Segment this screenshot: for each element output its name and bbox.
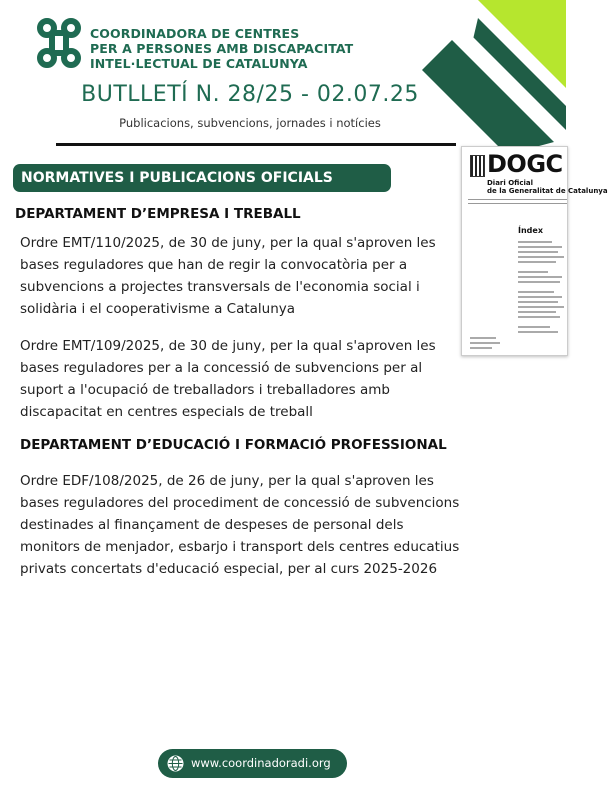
bulletin-tagline: Publicacions, subvencions, jornades i notícies: [119, 116, 381, 130]
dogc-subtitle-line-1: Diari Oficial: [487, 179, 534, 187]
dogc-rule: [468, 199, 567, 200]
publication-item: Ordre EMT/109/2025, de 30 de juny, per la qual s'aproven les bases reguladores per a la concessió de subvencions per al suport a l'ocupació de treballadors i treballadores amb discapacitat en centres especials de treball: [20, 338, 436, 420]
header-divider: [56, 143, 456, 146]
dogc-text-line: [518, 251, 558, 253]
dogc-thumbnail: [461, 146, 608, 356]
dogc-rule: [468, 203, 567, 204]
bulletin-title: BUTLLETÍ N. 28/25 - 02.07.25: [81, 82, 419, 107]
dogc-text-line: [470, 342, 500, 344]
generalitat-emblem-icon: [470, 155, 485, 177]
dogc-text-line: [518, 296, 562, 298]
section-heading: NORMATIVES I PUBLICACIONS OFICIALS: [13, 164, 391, 192]
dogc-text-line: [470, 347, 492, 349]
dogc-text-line: [518, 281, 560, 283]
dogc-subtitle: [487, 179, 608, 195]
dogc-text-line: [470, 337, 496, 339]
globe-icon: [167, 755, 184, 772]
dogc-text-line: [518, 256, 564, 258]
department-heading: DEPARTAMENT D’EMPRESA I TREBALL: [15, 206, 301, 222]
dogc-text-line: [518, 301, 558, 303]
organization-logo-icon: [36, 16, 82, 70]
publication-item: Ordre EDF/108/2025, de 26 de juny, per la qual s'aproven les bases reguladores del procediment de concessió de subvencions destinades al finançament de despeses de personal dels monitors de menjador, esbarjo i transport dels centres educatius privats concertats d'educació especial, per al curs 2025-2026: [20, 473, 460, 577]
website-link[interactable]: [158, 749, 347, 778]
org-line-3: INTEL·LECTUAL DE CATALUNYA: [90, 56, 308, 71]
dogc-title: DOGC: [487, 150, 563, 178]
dogc-text-line: [518, 276, 562, 278]
org-line-2: PER A PERSONES AMB DISCAPACITAT: [90, 41, 354, 56]
org-line-1: COORDINADORA DE CENTRES: [90, 26, 300, 41]
department-heading: DEPARTAMENT D’EDUCACIÓ I FORMACIÓ PROFESSIONAL: [20, 437, 447, 453]
website-url: www.coordinadoradi.org: [191, 756, 331, 770]
dogc-subtitle-line-2: de la Generalitat de Catalunya: [487, 187, 608, 195]
dogc-index-heading: Índex: [518, 226, 543, 235]
dogc-text-line: [518, 326, 550, 328]
dogc-text-line: [518, 271, 548, 273]
dogc-text-line: [518, 261, 556, 263]
dogc-text-line: [518, 331, 558, 333]
dogc-text-line: [518, 306, 564, 308]
dogc-text-line: [518, 316, 560, 318]
publication-item: Ordre EMT/110/2025, de 30 de juny, per la qual s'aproven les bases reguladores que han de regir la convocatòria per a subvencions a projectes transversals de l'economia social i solidària i el cooperativisme a Catalunya: [20, 235, 436, 317]
dogc-text-line: [518, 311, 556, 313]
dogc-text-line: [518, 291, 554, 293]
dogc-text-line: [518, 246, 562, 248]
organization-name: [90, 26, 353, 71]
dogc-text-line: [518, 241, 552, 243]
